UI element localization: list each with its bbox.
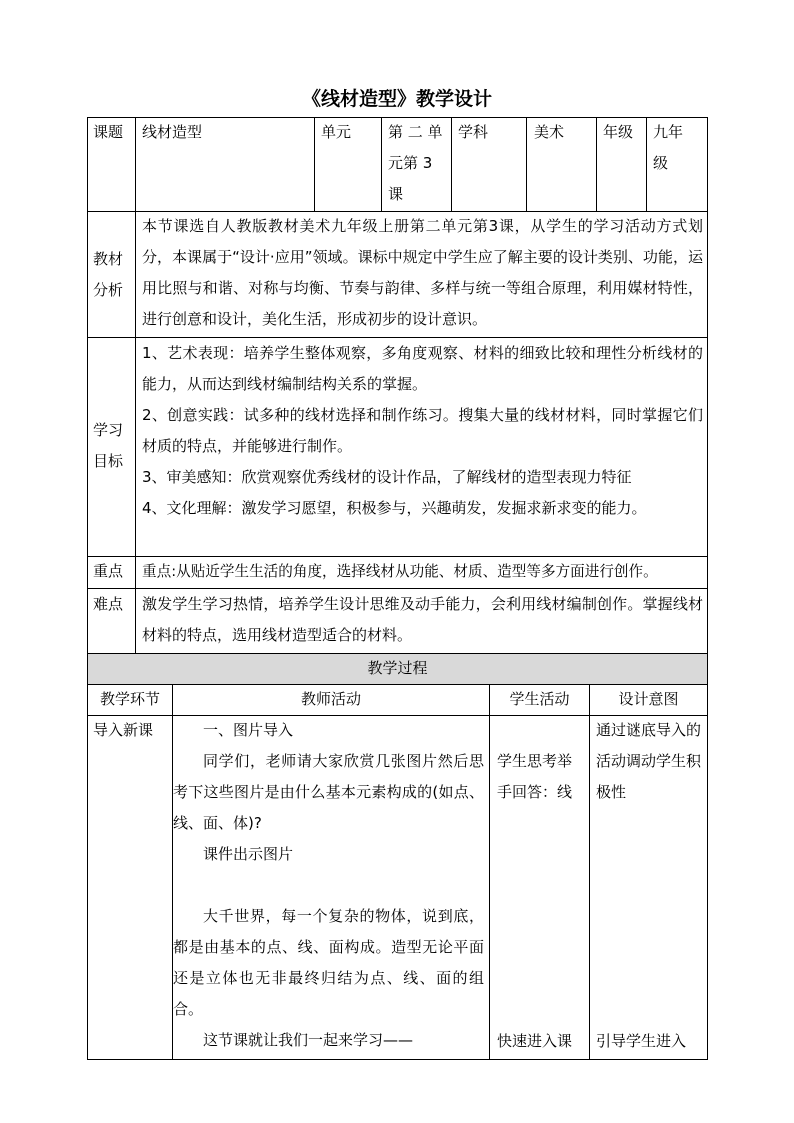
student-activity-2: 快速进入课	[497, 1032, 573, 1050]
column-header-stage: 教学环节	[99, 690, 160, 708]
column-header-teacher: 教师活动	[300, 690, 361, 708]
design-intent-2: 引导学生进入	[596, 1032, 687, 1050]
teacher-activity	[173, 715, 489, 1056]
label-line: 学习	[93, 421, 124, 439]
learning-goals-list	[136, 338, 707, 524]
stage-label: 导入新课	[93, 721, 154, 739]
student-activity-1: 学生思考举手回答：线	[497, 752, 573, 801]
grade-value-line: 九年	[653, 123, 684, 141]
unit-value-line: 课	[388, 185, 404, 203]
learning-goal-item: 3、审美感知：欣赏观察优秀线材的设计作品，了解线材的造型表现力特征	[142, 468, 632, 486]
teacher-para-blank	[173, 870, 484, 901]
material-analysis-label	[88, 244, 135, 306]
teacher-para: 一、图片导入	[203, 721, 294, 739]
subject-label: 学科	[458, 123, 489, 141]
teacher-para: 这节课就让我们一起来学习——	[203, 1031, 414, 1049]
key-point-label: 重点	[93, 562, 124, 580]
difficulty-text: 激发学生学习热情，培养学生设计思维及动手能力，会利用线材编制创作。掌握线材材料的特点，选用线材造型适合的材料。	[142, 595, 703, 644]
learning-goal-item: 2、创意实践：试多种的线材选择和制作练习。搜集大量的线材材料，同时掌握它们材质的特点，并能够进行制作。	[142, 406, 703, 455]
difficulty-label: 难点	[93, 595, 124, 613]
label-line: 分析	[93, 281, 124, 299]
unit-label: 单元	[321, 123, 352, 141]
grade-value	[647, 117, 707, 179]
grade-label: 年级	[603, 123, 634, 141]
key-point-text: 重点:从贴近学生生活的角度，选择线材从功能、材质、造型等多方面进行创作。	[142, 563, 658, 580]
topic-label: 课题	[93, 123, 124, 141]
column-header-intent: 设计意图	[618, 690, 679, 708]
document-title: 《线材造型》教学设计	[301, 88, 492, 110]
grade-value-line: 级	[653, 154, 669, 172]
label-line: 教材	[93, 250, 124, 268]
unit-value	[382, 117, 451, 210]
learning-goal-item: 1、艺术表现：培养学生整体观察，多角度观察、材料的细致比较和理性分析线材的能力，从而达到线材编制结构关系的掌握。	[142, 344, 703, 393]
label-line: 目标	[93, 452, 124, 470]
subject-value: 美术	[534, 123, 565, 141]
teacher-para: 大千世界，每一个复杂的物体，说到底，都是由基本的点、线、面构成。造型无论平面还是立体也无非最终归结为点、线、面的组合。	[173, 907, 484, 1018]
unit-value-line: 第 二 单	[388, 123, 443, 141]
design-intent-1: 通过谜底导入的活动调动学生积极性	[596, 721, 702, 801]
topic-value: 线材造型	[142, 123, 203, 141]
process-header: 教学过程	[367, 659, 428, 677]
material-analysis-text: 本节课选自人教版教材美术九年级上册第二单元第3课，从学生的学习活动方式划分，本课属于“设计·应用”领域。课标中规定中学生应了解主要的设计类别、功能，运用比照与和谐、对称与均衡、节奏与韵律、多样与统一等组合原理，利用媒材特性，进行创意和设计，美化生活，形成初步的设计意识。	[142, 217, 703, 328]
teacher-para: 同学们，老师请大家欣赏几张图片然后思考下这些图片是由什么基本元素构成的(如点、线、面、体)?	[173, 752, 484, 832]
learning-goals-label	[88, 415, 135, 477]
unit-value-line: 元第 3	[388, 154, 433, 172]
learning-goal-item: 4、文化理解：激发学习愿望，积极参与，兴趣萌发，发掘求新求变的能力。	[142, 499, 647, 517]
teacher-para: 课件出示图片	[203, 845, 294, 863]
column-header-student: 学生活动	[509, 690, 570, 708]
